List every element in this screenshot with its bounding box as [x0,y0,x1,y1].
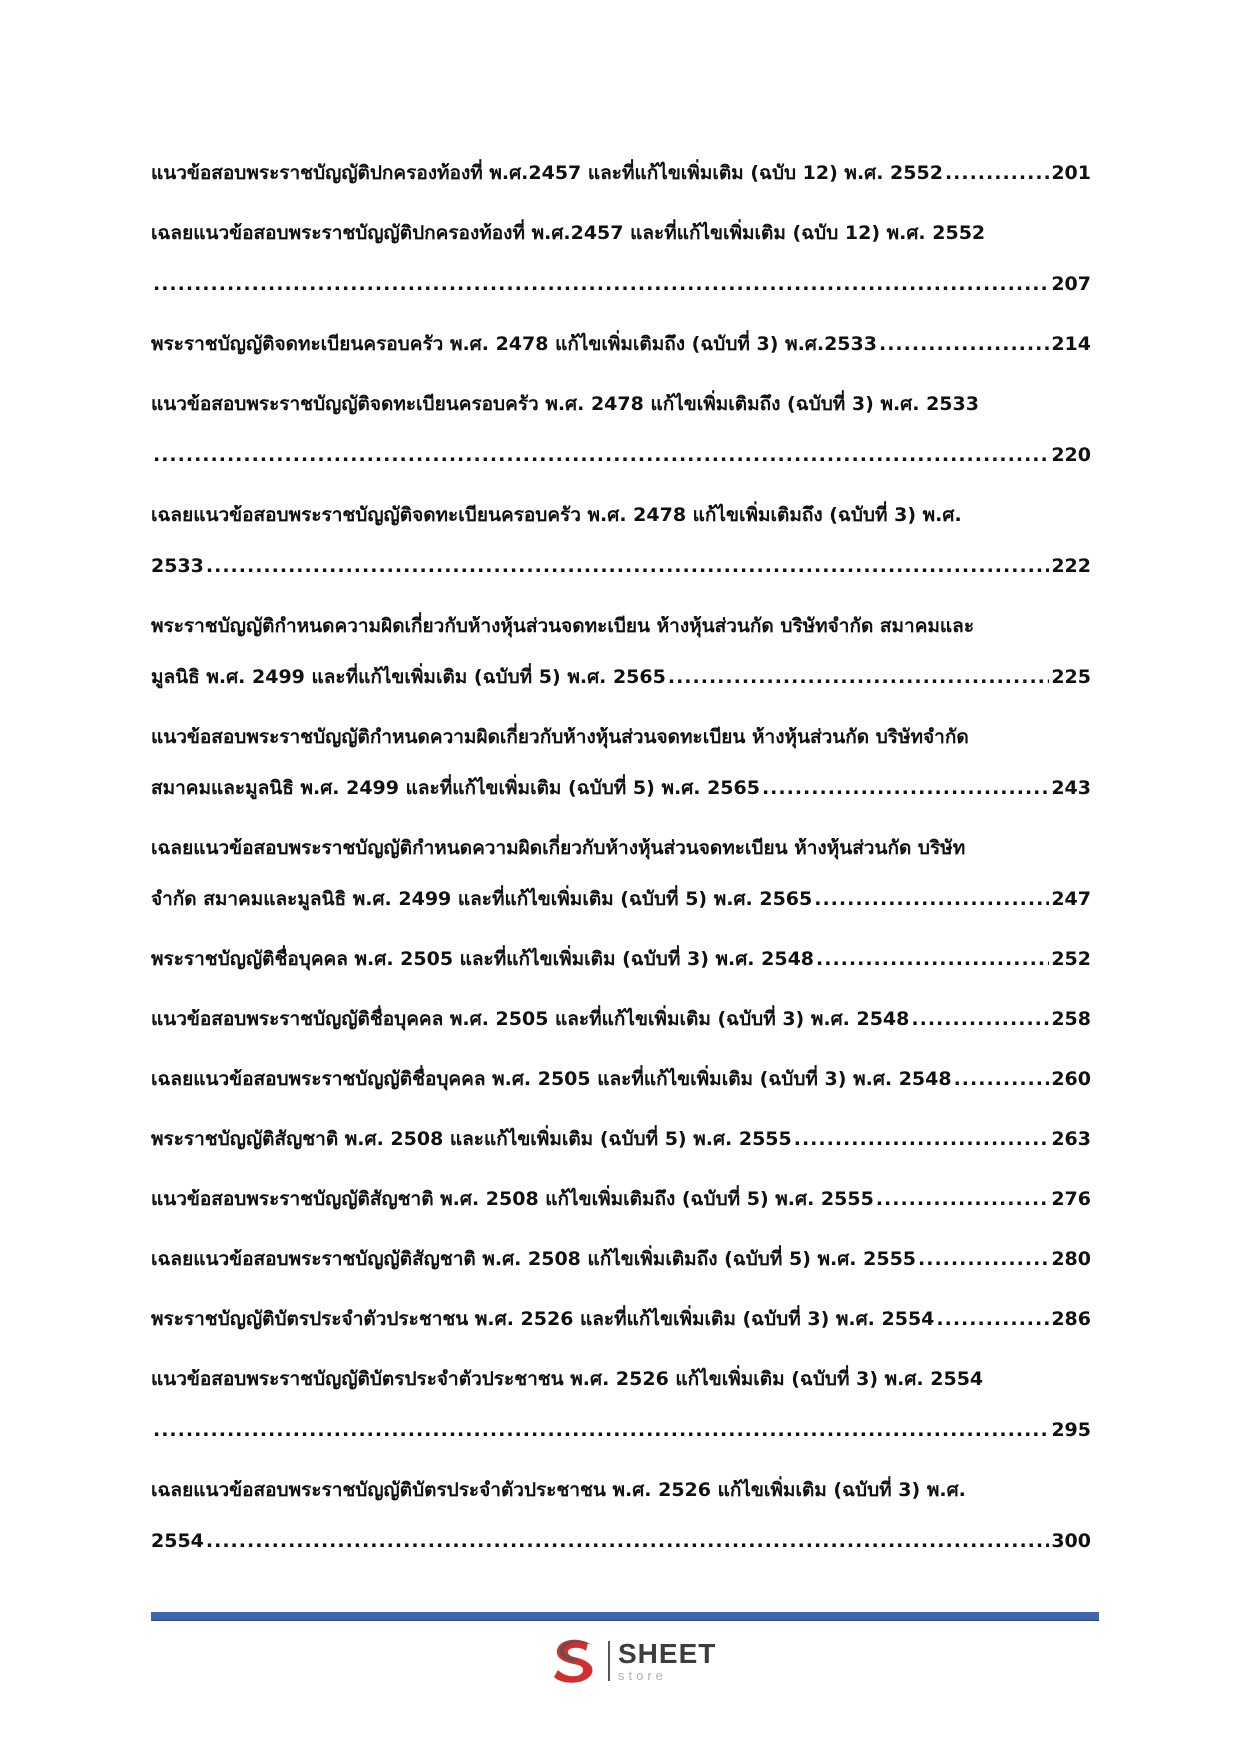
toc-entry-title-tail: พระราชบัญญัติบัตรประจำตัวประชาชน พ.ศ. 2526 และที่แก้ไขเพิ่มเติม (ฉบับที่ 3) พ.ศ. 2554 [151,1308,935,1330]
toc-leader-dots [876,1174,1050,1225]
toc-entry-title-tail: พระราชบัญญัติชื่อบุคคล พ.ศ. 2505 และที่แก้ไขเพิ่มเติม (ฉบับที่ 3) พ.ศ. 2548 [151,948,815,970]
toc-page-number: 300 [1051,1530,1091,1552]
toc-leader-dots [206,541,1049,592]
toc-entry-last-line [151,994,1091,1045]
toc-entry-title-line: พระราชบัญญัติกำหนดความผิดเกี่ยวกับห้างหุ้นส่วนจดทะเบียน ห้างหุ้นส่วนกัด บริษัทจำกัด สมาคมและ [151,615,975,637]
toc-entry[interactable] [151,601,1091,703]
toc-page-number: 295 [1051,1419,1091,1441]
toc-leader-dots [936,1294,1049,1345]
toc-entry-title-tail: 2533 [151,555,204,577]
toc-entry[interactable] [151,823,1091,925]
toc-entry-title-tail: จำกัด สมาคมและมูลนิธิ พ.ศ. 2499 และที่แก้ไขเพิ่มเติม (ฉบับที่ 5) พ.ศ. 2565 [151,888,813,910]
toc-leader-dots [879,319,1049,370]
toc-page-number: 252 [1051,948,1091,970]
toc-page-number: 258 [1051,1008,1091,1030]
toc-entry-title-line: เฉลยแนวข้อสอบพระราชบัญญัติปกครองท้องที่ พ.ศ.2457 และที่แก้ไขเพิ่มเติม (ฉบับ 12) พ.ศ. 2552 [151,222,986,244]
toc-page-number: 225 [1051,666,1091,688]
toc-entry-title-tail: แนวข้อสอบพระราชบัญญัติชื่อบุคคล พ.ศ. 2505 และที่แก้ไขเพิ่มเติม (ฉบับที่ 3) พ.ศ. 2548 [151,1008,910,1030]
toc-leader-dots [911,994,1049,1045]
toc-page-number: 263 [1051,1128,1091,1150]
toc-entry-title-tail: เฉลยแนวข้อสอบพระราชบัญญัติสัญชาติ พ.ศ. 2508 แก้ไขเพิ่มเติมถึง (ฉบับที่ 5) พ.ศ. 2555 [151,1248,917,1270]
toc-leader-dots [206,1516,1049,1567]
toc-entry-title-tail: เฉลยแนวข้อสอบพระราชบัญญัติชื่อบุคคล พ.ศ. 2505 และที่แก้ไขเพิ่มเติม (ฉบับที่ 3) พ.ศ. 2548 [151,1068,952,1090]
toc-leader-dots [153,1405,1049,1456]
toc-entry-last-line [151,1516,1091,1567]
toc-entry-last-line [151,652,1091,703]
toc-entry-last-line [151,541,1091,592]
toc-entry-last-line [151,1294,1091,1345]
toc-entry[interactable] [151,1465,1091,1567]
toc-entry-last-line [151,1405,1091,1456]
toc-entry-last-line [151,934,1091,985]
toc-leader-dots [918,1234,1049,1285]
toc-entry-last-line [151,763,1091,814]
toc-page-number: 222 [1051,555,1091,577]
toc-page-number: 201 [1051,162,1091,184]
logo-text [618,1640,716,1682]
toc-entry[interactable] [151,1174,1091,1225]
toc-entry-title-tail: 2554 [151,1530,204,1552]
toc-entry-title-tail: แนวข้อสอบพระราชบัญญัติสัญชาติ พ.ศ. 2508 แก้ไขเพิ่มเติมถึง (ฉบับที่ 5) พ.ศ. 2555 [151,1188,874,1210]
toc-entry-last-line [151,148,1091,199]
toc-entry-title-line: แนวข้อสอบพระราชบัญญัติจดทะเบียนครอบครัว พ.ศ. 2478 แก้ไขเพิ่มเติมถึง (ฉบับที่ 3) พ.ศ. 2533 [151,393,979,415]
toc-page-number: 286 [1051,1308,1091,1330]
toc-page-number: 260 [1051,1068,1091,1090]
toc-leader-dots [816,934,1049,985]
toc-entry-last-line [151,1114,1091,1165]
toc-page-number: 276 [1051,1188,1091,1210]
toc-entry[interactable] [151,712,1091,814]
toc-entry-title-tail: พระราชบัญญัติจดทะเบียนครอบครัว พ.ศ. 2478 แก้ไขเพิ่มเติมถึง (ฉบับที่ 3) พ.ศ.2533 [151,333,877,355]
toc-entry[interactable] [151,208,1091,310]
toc-page-number: 243 [1051,777,1091,799]
toc-entry-last-line [151,1054,1091,1105]
toc-entry-title-tail: พระราชบัญญัติสัญชาติ พ.ศ. 2508 และแก้ไขเพิ่มเติม (ฉบับที่ 5) พ.ศ. 2555 [151,1128,792,1150]
footer-divider [151,1612,1099,1621]
toc-entry-title-line: แนวข้อสอบพระราชบัญญัติบัตรประจำตัวประชาชน พ.ศ. 2526 แก้ไขเพิ่มเติม (ฉบับที่ 3) พ.ศ. 2554 [151,1368,984,1390]
toc-entry-last-line [151,259,1091,310]
sheet-s-logo-icon [548,1635,600,1687]
toc-entry[interactable] [151,934,1091,985]
toc-entry-title-tail: แนวข้อสอบพระราชบัญญัติปกครองท้องที่ พ.ศ.2457 และที่แก้ไขเพิ่มเติม (ฉบับ 12) พ.ศ. 2552 [151,162,943,184]
toc-entry-last-line [151,874,1091,925]
toc-page-number: 247 [1051,888,1091,910]
toc-entry-last-line [151,1234,1091,1285]
toc-entry[interactable] [151,1054,1091,1105]
logo-divider [608,1641,610,1681]
toc-leader-dots [794,1114,1050,1165]
toc-entry[interactable] [151,1234,1091,1285]
toc-leader-dots [945,148,1049,199]
toc-leader-dots [668,652,1049,703]
toc-leader-dots [762,763,1049,814]
toc-page-number: 220 [1051,444,1091,466]
toc-entry[interactable] [151,994,1091,1045]
toc-entry-title-tail: มูลนิธิ พ.ศ. 2499 และที่แก้ไขเพิ่มเติม (ฉบับที่ 5) พ.ศ. 2565 [151,666,666,688]
toc-entry-last-line [151,1174,1091,1225]
logo-name: SHEET [618,1638,717,1669]
toc-entry[interactable] [151,319,1091,370]
toc-leader-dots [954,1054,1050,1105]
toc-entry-title-line: เฉลยแนวข้อสอบพระราชบัญญัติกำหนดความผิดเกี่ยวกับห้างหุ้นส่วนจดทะเบียน ห้างหุ้นส่วนกัด บริษัท [151,837,966,859]
toc-entry-title-tail: สมาคมและมูลนิธิ พ.ศ. 2499 และที่แก้ไขเพิ่มเติม (ฉบับที่ 5) พ.ศ. 2565 [151,777,760,799]
toc-leader-dots [153,259,1049,310]
logo-subtitle: store [618,1668,667,1683]
toc-page-number: 207 [1051,273,1091,295]
toc-entry-last-line [151,319,1091,370]
table-of-contents [151,148,1091,1576]
toc-entry-title-line: แนวข้อสอบพระราชบัญญัติกำหนดความผิดเกี่ยวกับห้างหุ้นส่วนจดทะเบียน ห้างหุ้นส่วนกัด บริษัทจำกัด [151,726,969,748]
toc-entry[interactable] [151,148,1091,199]
toc-entry[interactable] [151,1114,1091,1165]
toc-entry[interactable] [151,1294,1091,1345]
toc-entry-title-line: เฉลยแนวข้อสอบพระราชบัญญัติจดทะเบียนครอบครัว พ.ศ. 2478 แก้ไขเพิ่มเติมถึง (ฉบับที่ 3) พ.ศ. [151,504,962,526]
toc-leader-dots [153,430,1049,481]
toc-entry-title-line: เฉลยแนวข้อสอบพระราชบัญญัติบัตรประจำตัวประชาชน พ.ศ. 2526 แก้ไขเพิ่มเติม (ฉบับที่ 3) พ.ศ. [151,1479,966,1501]
toc-entry-last-line [151,430,1091,481]
toc-page-number: 214 [1051,333,1091,355]
toc-entry[interactable] [151,1354,1091,1456]
sheet-store-logo [548,1635,716,1687]
toc-entry[interactable] [151,490,1091,592]
toc-page-number: 280 [1051,1248,1091,1270]
toc-entry[interactable] [151,379,1091,481]
toc-leader-dots [814,874,1049,925]
